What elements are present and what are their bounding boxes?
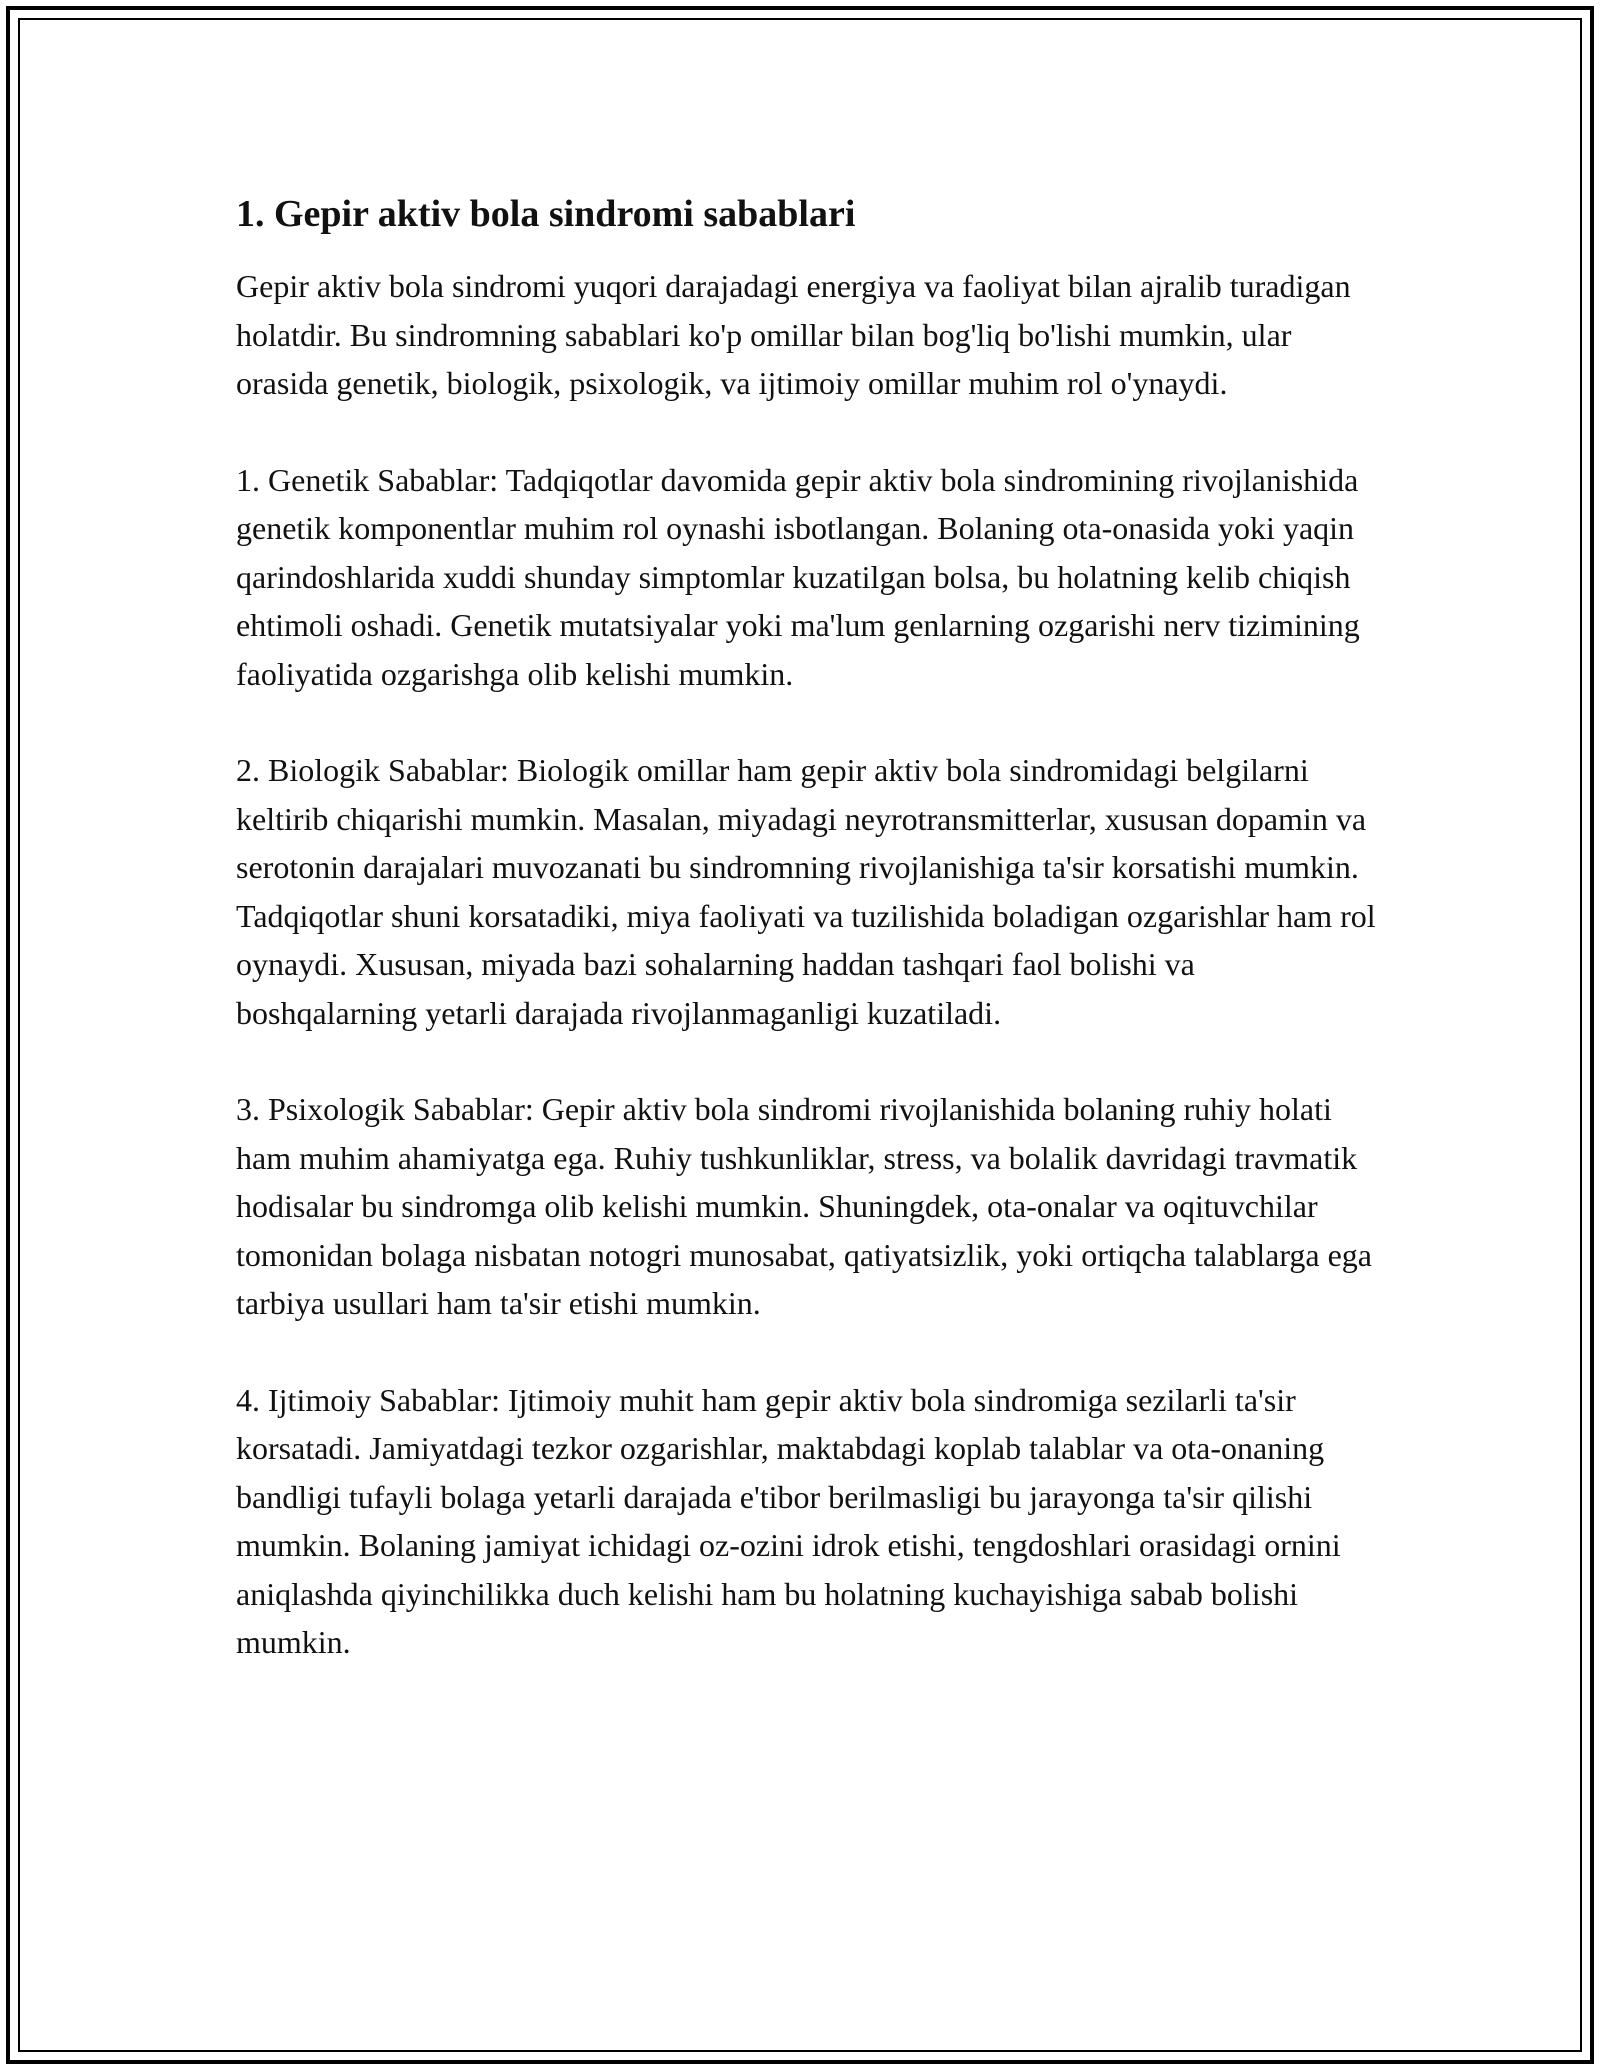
intro-paragraph: Gepir aktiv bola sindromi yuqori darajadagi energiya va faoliyat bilan ajralib turadigan holatdir. Bu sindromning sabablari ko'p omillar bilan bog'liq bo'lishi mumkin, ular orasida genetik, biologik, psixologik, va ijtimoiy omillar muhim rol o'ynaydi. (236, 268, 1351, 401)
document-body (236, 186, 1376, 1715)
section-heading: 1. Gepir aktiv bola sindromi sabablari (236, 193, 856, 235)
genetic-causes-paragraph: 1. Genetik Sabablar: Tadqiqotlar davomida gepir aktiv bola sindromining rivojlanishida genetik komponentlar muhim rol oynashi isbotlangan. Bolaning ota-onasida yoki yaqin qarindoshlarida xuddi shunday simptomlar kuzatilgan bolsa, bu holatning kelib chiqish ehtimoli oshadi. Genetik mutatsiyalar yoki ma'lum genlarning ozgarishi nerv tizimining faoliyatida ozgarishga olib kelishi mumkin. (236, 461, 1360, 692)
psychological-causes-paragraph: 3. Psixologik Sabablar: Gepir aktiv bola sindromi rivojlanishida bolaning ruhiy holati ham muhim ahamiyatga ega. Ruhiy tushkunliklar, stress, va bolalik davridagi travmatik hodisalar bu sindromga olib kelishi mumkin. Shuningdek, ota-onalar va oqituvchilar tomonidan bolaga nisbatan notogri munosabat, qatiyatsizlik, yoki ortiqcha talablarga ega tarbiya usullari ham ta'sir etishi mumkin. (236, 1091, 1372, 1321)
biological-causes-paragraph: 2. Biologik Sabablar: Biologik omillar ham gepir aktiv bola sindromidagi belgilarni keltirib chiqarishi mumkin. Masalan, miyadagi neyrotransmitterlar, xususan dopamin va serotonin darajalari muvozanati bu sindromning rivojlanishiga ta'sir korsatishi mumkin. Tadqiqotlar shuni korsatadiki, miya faoliyati va tuzilishida boladigan ozgarishlar ham rol oynaydi. Xususan, miyada bazi sohalarning haddan tashqari faol bolishi va boshqalarning yetarli darajada rivojlanmaganligi kuzatiladi. (236, 752, 1376, 1031)
social-causes-paragraph: 4. Ijtimoiy Sabablar: Ijtimoiy muhit ham gepir aktiv bola sindromiga sezilarli ta'sir korsatadi. Jamiyatdagi tezkor ozgarishlar, maktabdagi koplab talablar va ota-onaning bandligi tufayli bolaga yetarli darajada e'tibor berilmasligi bu jarayonga ta'sir qilishi mumkin. Bolaning jamiyat ichidagi oz-ozini idrok etishi, tengdoshlari orasidagi ornini aniqlashda qiyinchilikka duch kelishi ham bu holatning kuchayishiga sabab bolishi mumkin. (236, 1381, 1341, 1660)
